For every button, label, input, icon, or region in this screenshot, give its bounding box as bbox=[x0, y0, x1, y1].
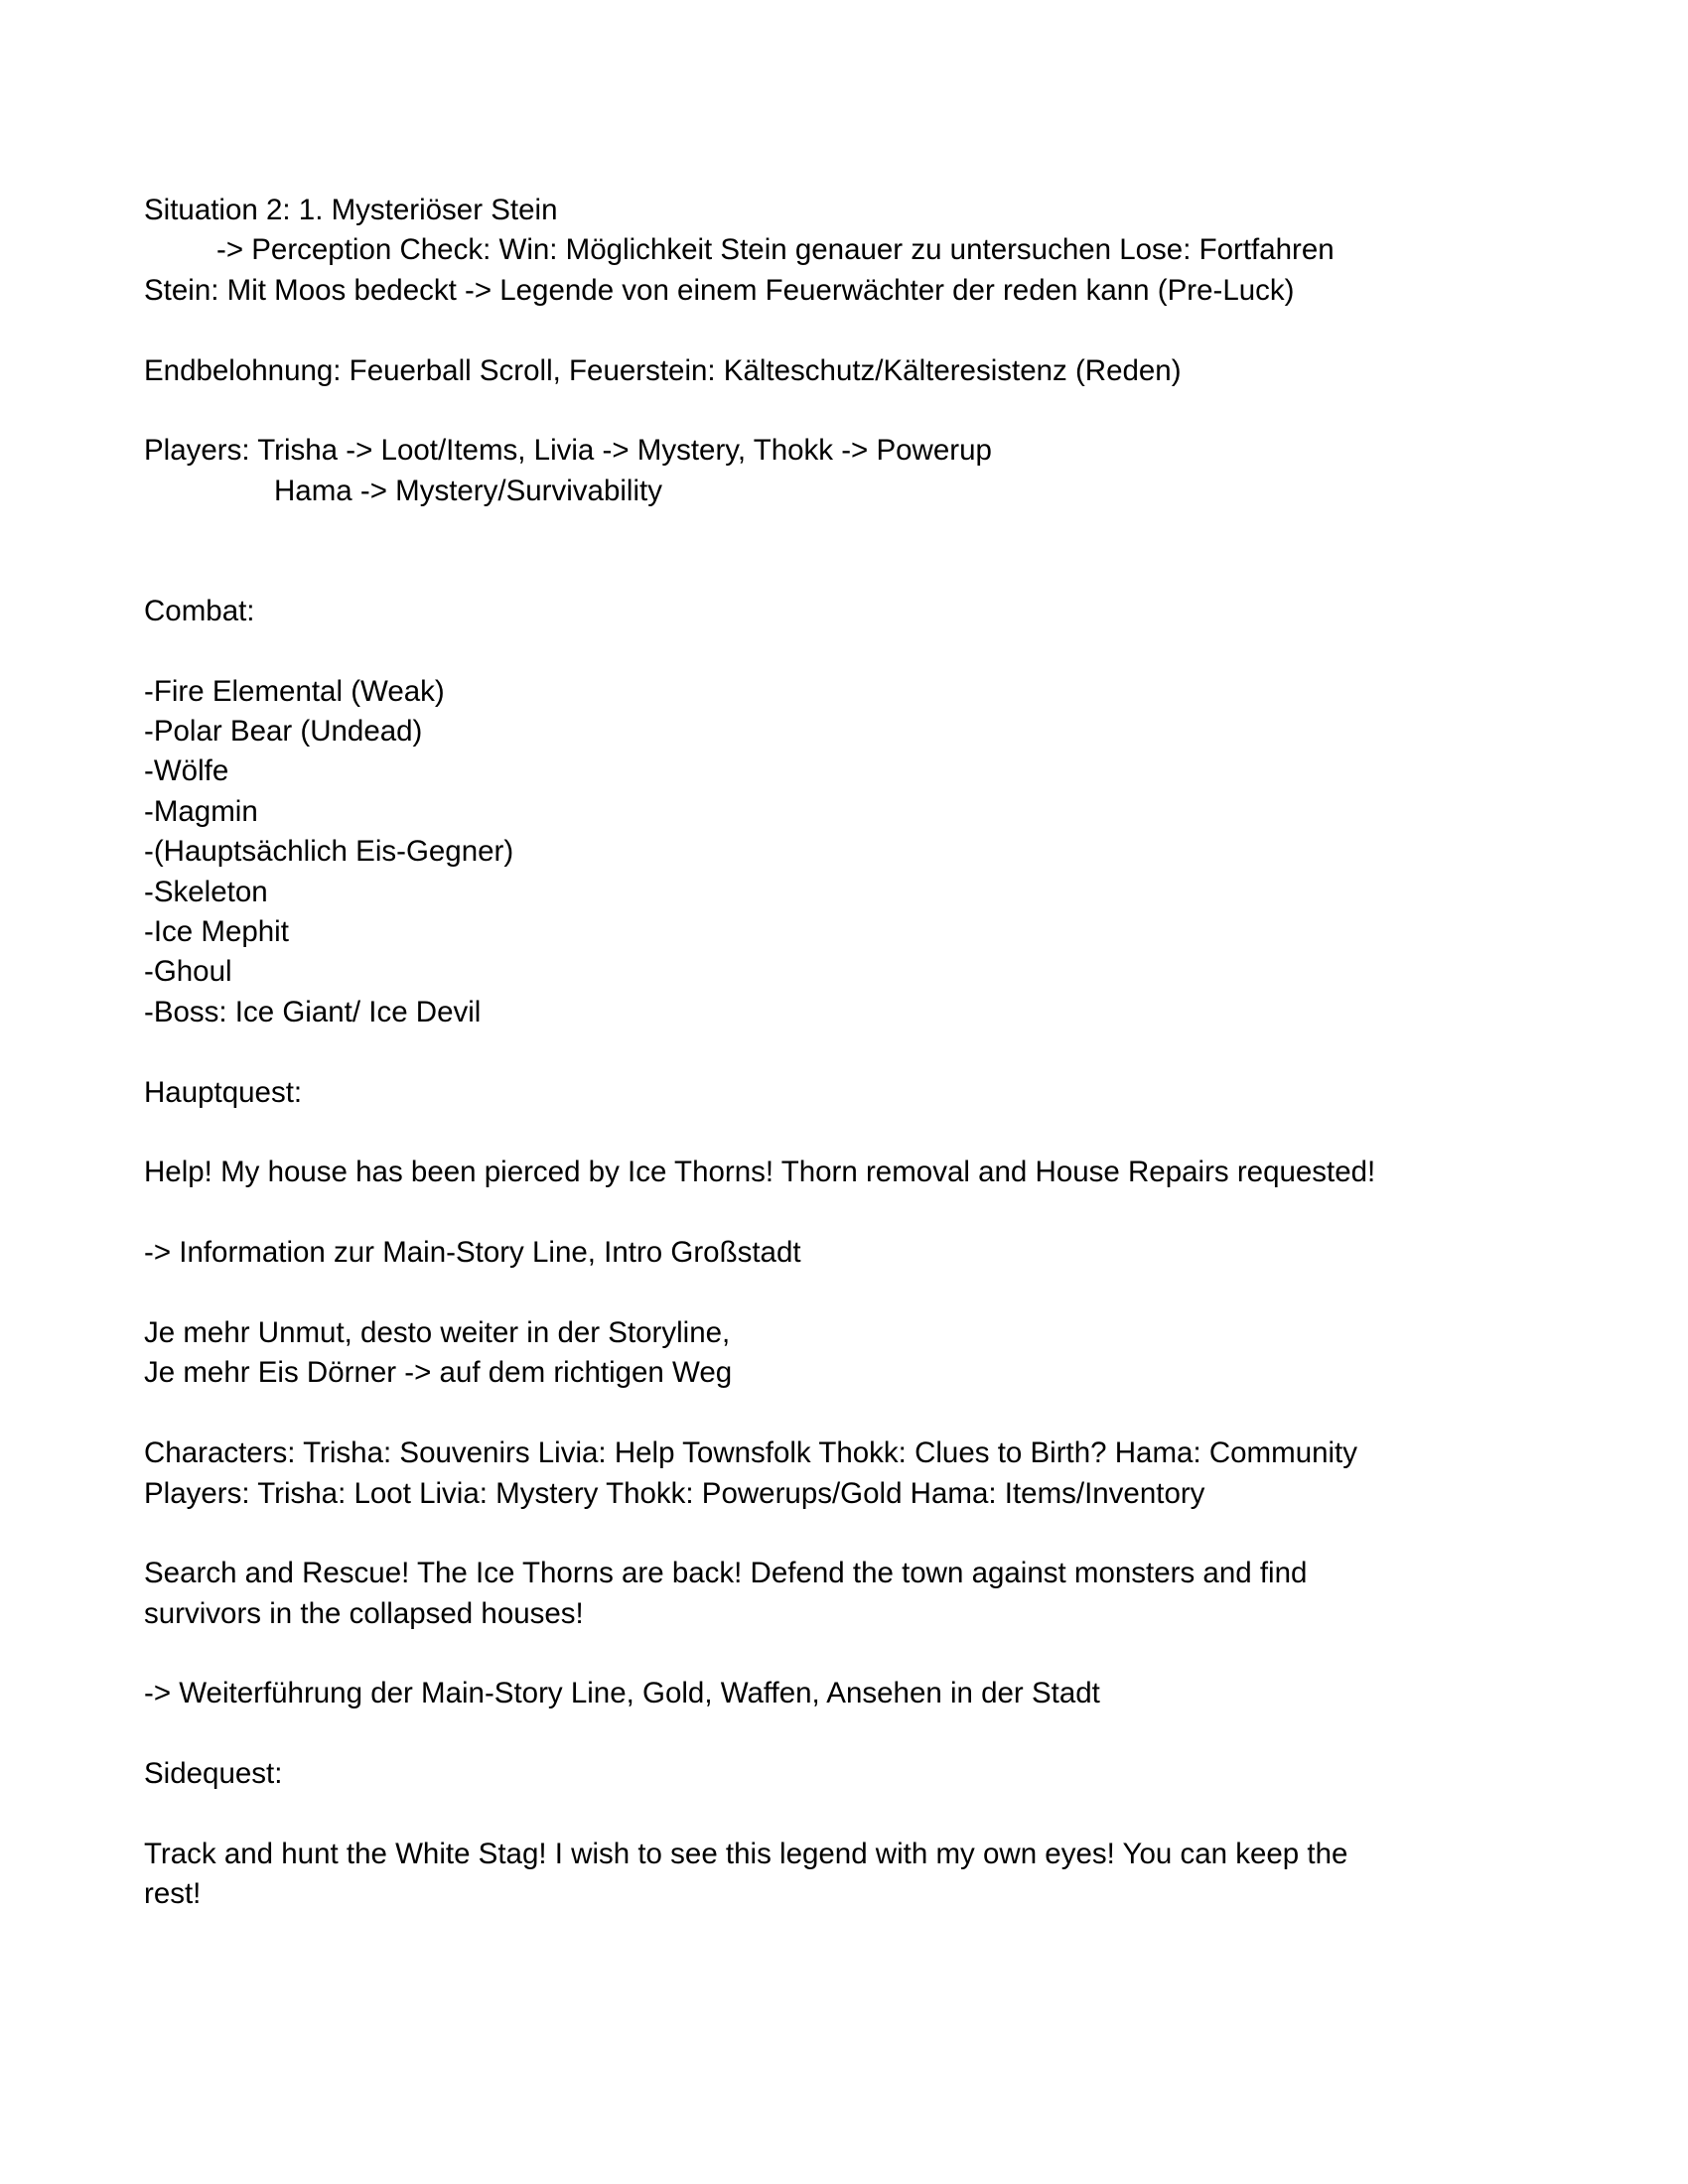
combat-item-boss: -Boss: Ice Giant/ Ice Devil bbox=[144, 995, 482, 1028]
combat-item-skeleton: -Skeleton bbox=[144, 875, 268, 908]
combat-item-polar-bear: -Polar Bear (Undead) bbox=[144, 715, 423, 749]
document-content bbox=[144, 191, 1584, 1915]
stein-description-line: Stein: Mit Moos bedeckt -> Legende von einem Feuerwächter der reden kann (Pre-Luck) bbox=[144, 273, 1295, 307]
blank-line bbox=[144, 1394, 1584, 1433]
combat-item-fire-elemental: -Fire Elemental (Weak) bbox=[144, 674, 445, 708]
weiterfuehrung-line: -> Weiterführung der Main-Story Line, Gold, Waffen, Ansehen in der Stadt bbox=[144, 1677, 1100, 1710]
blank-line bbox=[144, 1274, 1584, 1313]
information-line: -> Information zur Main-Story Line, Intro Großstadt bbox=[144, 1236, 801, 1270]
sidequest-heading: Sidequest: bbox=[144, 1757, 283, 1791]
blank-line bbox=[144, 511, 1584, 551]
perception-check-line: -> Perception Check: Win: Möglichkeit Stein genauer zu untersuchen Lose: Fortfahren bbox=[216, 233, 1335, 267]
combat-item-magmin: -Magmin bbox=[144, 794, 258, 828]
eis-doerner-line: Je mehr Eis Dörner -> auf dem richtigen Weg bbox=[144, 1356, 733, 1390]
unmut-line: Je mehr Unmut, desto weiter in der Storyline, bbox=[144, 1315, 731, 1349]
situation-heading: Situation 2: 1. Mysteriöser Stein bbox=[144, 194, 558, 226]
blank-line bbox=[144, 1634, 1584, 1674]
blank-line bbox=[144, 391, 1584, 431]
players-continuation-line: Hama -> Mystery/Survivability bbox=[274, 474, 662, 507]
combat-item-ghoul: -Ghoul bbox=[144, 955, 232, 989]
combat-heading: Combat: bbox=[144, 594, 255, 627]
blank-line bbox=[144, 311, 1584, 350]
endbelohnung-line: Endbelohnung: Feuerball Scroll, Feuerstein: Kälteschutz/Kälteresistenz (Reden) bbox=[144, 353, 1182, 387]
blank-line bbox=[144, 1514, 1584, 1554]
combat-item-woelfe: -Wölfe bbox=[144, 754, 229, 788]
blank-line bbox=[144, 1795, 1584, 1835]
blank-line bbox=[144, 1714, 1584, 1754]
hauptquest-text: Help! My house has been pierced by Ice Thorns! Thorn removal and House Repairs requested! bbox=[144, 1156, 1376, 1189]
players-goals-line: Players: Trisha: Loot Livia: Mystery Thokk: Powerups/Gold Hama: Items/Inventory bbox=[144, 1476, 1205, 1510]
players-line: Players: Trisha -> Loot/Items, Livia -> Mystery, Thokk -> Powerup bbox=[144, 434, 992, 468]
combat-item-eis-gegner-note: -(Hauptsächlich Eis-Gegner) bbox=[144, 835, 514, 869]
blank-line bbox=[144, 1113, 1584, 1153]
combat-item-ice-mephit: -Ice Mephit bbox=[144, 915, 289, 949]
blank-line bbox=[144, 552, 1584, 592]
sidequest-text-line-2: rest! bbox=[144, 1877, 202, 1911]
sidequest-text-line-1: Track and hunt the White Stag! I wish to see this legend with my own eyes! You can keep the bbox=[144, 1838, 1348, 1871]
search-rescue-line-2: survivors in the collapsed houses! bbox=[144, 1596, 584, 1630]
characters-goals-line: Characters: Trisha: Souvenirs Livia: Help Townsfolk Thokk: Clues to Birth? Hama: Community bbox=[144, 1436, 1358, 1470]
hauptquest-heading: Hauptquest: bbox=[144, 1075, 303, 1109]
blank-line bbox=[144, 631, 1584, 671]
blank-line bbox=[144, 1193, 1584, 1233]
search-rescue-line-1: Search and Rescue! The Ice Thorns are back! Defend the town against monsters and find bbox=[144, 1557, 1308, 1590]
blank-line bbox=[144, 1032, 1584, 1072]
